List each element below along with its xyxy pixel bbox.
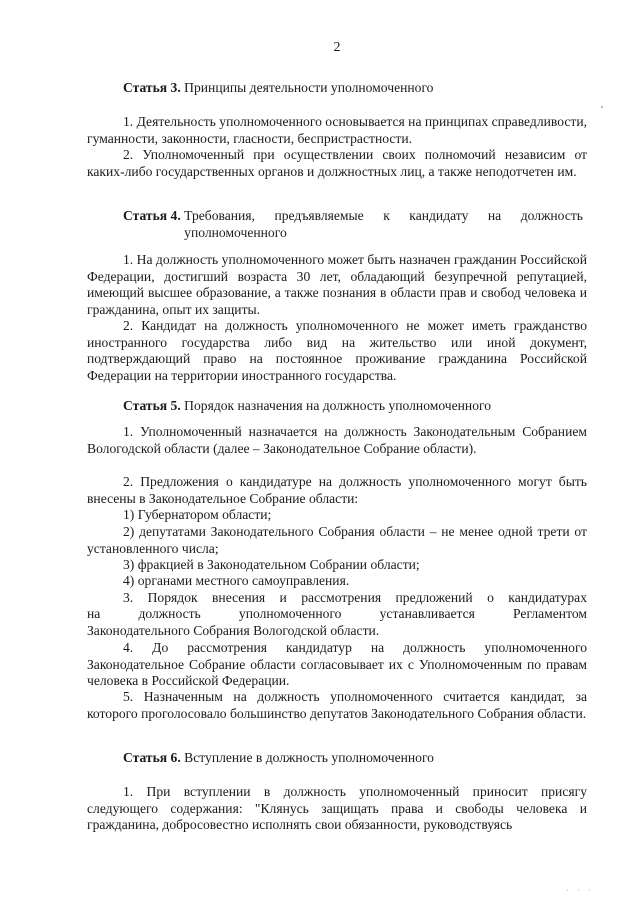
article-3-paragraph-2: 2. Уполномоченный при осуществлении своих полномочий независим от каких-либо государственных органов и должностных лиц, а также неподотчетен им. <box>87 147 587 179</box>
p3-word: должность <box>138 606 201 621</box>
article-3-heading <box>123 80 583 97</box>
article-5-list-item-4: 4) органами местного самоуправления. <box>123 573 350 588</box>
article-6-paragraph-1: 1. При вступлении в должность уполномоченный приносит присягу следующего содержания: "Клянусь защищать права и свободы человека и гражданина, добросовестно исполнять свои обязанности, руководствуясь <box>87 784 587 833</box>
p3-word: Регламентом <box>513 606 587 621</box>
article-6-label: Статья 6. <box>123 750 181 765</box>
article-5-paragraph-3: 3. Порядок внесения и рассмотрения предложений о кандидатурах <box>123 590 587 605</box>
article-5-list-item-1: 1) Губернатором области; <box>123 507 272 522</box>
article-6-title: Вступление в должность уполномоченного <box>184 750 434 765</box>
scan-corner-mark: · · · <box>566 886 594 895</box>
article-5-heading <box>123 398 583 415</box>
article-4-paragraph-2: 2. Кандидат на должность уполномоченного не может иметь гражданство иностранного государства либо вид на жительство или иной документ, подтверждающий право на постоянное проживание гражданина Российской Федерации на территории иностранного государства. <box>87 318 587 383</box>
article-4-paragraph-1: 1. На должность уполномоченного может быть назначен гражданин Российской Федерации, достигший возраста 30 лет, обладающий безупречной репутацией, имеющий высшее образование, а также познания в области прав и свобод человека и гражданина, опыт их защиты. <box>87 252 587 317</box>
article-4-title: Требования, предъявляемые к кандидату на должность уполномоченного <box>184 208 583 240</box>
p3-word: устанавливается <box>379 606 475 621</box>
article-5-list-item-3: 3) фракцией в Законодательном Собрании области; <box>123 557 420 572</box>
article-5-paragraph-5: 5. Назначенным на должность уполномоченного считается кандидат, за которого проголосовало большинство депутатов Законодательного Собрания области. <box>87 689 587 721</box>
article-5-paragraph-3-line-3: Законодательного Собрания Вологодской области. <box>87 623 380 638</box>
article-3-paragraph-1: 1. Деятельность уполномоченного основывается на принципах справедливости, гуманности, законности, гласности, беспристрастности. <box>87 114 587 146</box>
article-4-label: Статья 4. <box>123 208 181 223</box>
scan-mark <box>601 106 603 108</box>
p3-word: уполномоченного <box>238 606 342 621</box>
article-3-title: Принципы деятельности уполномоченного <box>184 80 434 95</box>
p3-word: на <box>87 606 101 621</box>
article-5-paragraph-4: 4. До рассмотрения кандидатур на должность уполномоченного Законодательное Собрание области согласовывает их с Уполномоченным по правам человека в Российской Федерации. <box>87 640 587 689</box>
article-5-list-item-2: 2) депутатами Законодательного Собрания области – не менее одной трети от установленного числа; <box>87 524 587 556</box>
article-5-paragraph-2: 2. Предложения о кандидатуре на должность уполномоченного могут быть внесены в Законодательное Собрание области: <box>87 474 587 506</box>
article-3-label: Статья 3. <box>123 80 181 95</box>
article-5-paragraph-3-line-2 <box>87 606 587 623</box>
article-5-label: Статья 5. <box>123 398 181 413</box>
page-number: 2 <box>333 40 341 55</box>
article-5-title: Порядок назначения на должность уполномоченного <box>184 398 492 413</box>
article-6-heading <box>123 750 583 767</box>
article-4-heading <box>123 208 583 241</box>
article-5-paragraph-1: 1. Уполномоченный назначается на должность Законодательным Собранием Вологодской области (далее – Законодательное Собрание области). <box>87 424 587 456</box>
